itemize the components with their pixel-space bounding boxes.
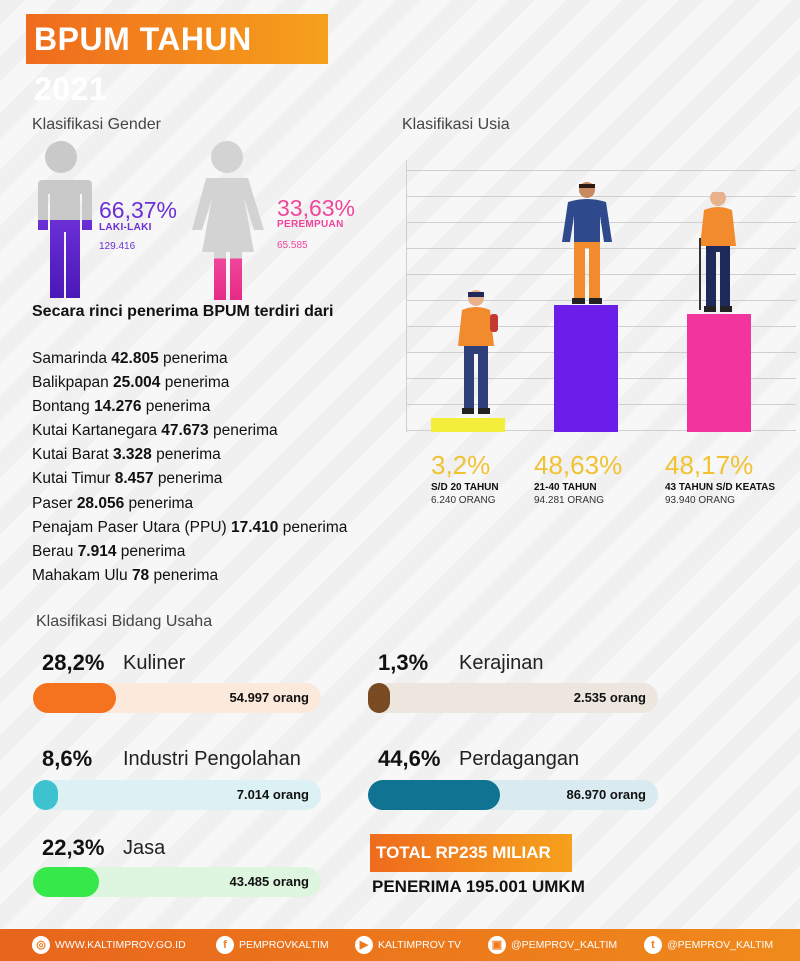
- business-name-4: Jasa: [123, 837, 166, 859]
- business-pct-3: 44,6%: [378, 746, 441, 771]
- business-bar-fill: [33, 867, 99, 897]
- footer-twitter-link[interactable]: t @PEMPROV_KALTIM: [644, 936, 773, 954]
- business-count-1: 2.535 orang: [573, 690, 646, 705]
- age-count-0: 6.240 ORANG: [431, 495, 496, 506]
- globe-icon: ◎: [32, 936, 50, 954]
- total-amount-banner: TOTAL RP235 MILIAR: [370, 834, 572, 872]
- gender-section-label: Klasifikasi Gender: [32, 116, 161, 133]
- male-count: 129.416: [99, 241, 136, 252]
- age-pct-0: 3,2%: [431, 450, 491, 480]
- list-item: Kutai Kartanegara 47.673 penerima: [32, 422, 278, 440]
- age-label-1: 21-40 TAHUN: [534, 482, 597, 493]
- young-person-icon: [452, 288, 500, 418]
- age-pct-2: 48,17%: [665, 450, 754, 480]
- footer-youtube-link[interactable]: ▶ KALTIMPROV TV: [355, 936, 461, 954]
- business-count-4: 43.485 orang: [229, 874, 309, 889]
- business-name-0: Kuliner: [123, 652, 186, 674]
- list-item: Penajam Paser Utara (PPU) 17.410 penerima: [32, 518, 348, 536]
- list-item: Kutai Timur 8.457 penerima: [32, 470, 223, 488]
- business-bar-2: [33, 780, 321, 810]
- business-bar-fill: [33, 780, 58, 810]
- female-percentage: 33,63%: [277, 195, 356, 221]
- male-figure-icon: [30, 140, 92, 300]
- business-bar-fill: [33, 683, 116, 713]
- age-count-1: 94.281 ORANG: [534, 495, 605, 506]
- footer-website-link[interactable]: ◎ WWW.KALTIMPROV.GO.ID: [32, 936, 186, 954]
- business-bar-fill: [368, 683, 390, 713]
- elderly-person-icon: [690, 188, 742, 314]
- age-bar-0: [431, 418, 505, 432]
- age-label-0: S/D 20 TAHUN: [431, 482, 499, 493]
- female-label: PEREMPUAN: [277, 219, 344, 230]
- business-name-3: Perdagangan: [459, 748, 580, 770]
- business-count-0: 54.997 orang: [229, 690, 309, 705]
- age-count-2: 93.940 ORANG: [665, 495, 736, 506]
- youtube-icon: ▶: [355, 936, 373, 954]
- adult-person-icon: [560, 180, 614, 306]
- instagram-icon: ▣: [488, 936, 506, 954]
- business-count-2: 7.014 orang: [236, 787, 309, 802]
- list-item: Mahakam Ulu 78 penerima: [32, 566, 219, 584]
- list-item: Kutai Barat 3.328 penerima: [32, 446, 221, 464]
- list-item: Bontang 14.276 penerima: [32, 398, 211, 416]
- business-pct-1: 1,3%: [378, 650, 429, 675]
- business-pct-4: 22,3%: [42, 835, 105, 860]
- facebook-icon: f: [216, 936, 234, 954]
- female-count: 65.585: [277, 240, 308, 251]
- business-section-label: Klasifikasi Bidang Usaha: [36, 613, 213, 630]
- business-count-3: 86.970 orang: [566, 787, 646, 802]
- footer-instagram-link[interactable]: ▣ @PEMPROV_KALTIM: [488, 936, 617, 954]
- male-label: LAKI-LAKI: [99, 222, 152, 233]
- list-item: Balikpapan 25.004 penerima: [32, 374, 230, 392]
- city-list: [32, 347, 347, 588]
- business-name-1: Kerajinan: [459, 652, 544, 674]
- age-chart-axis: [406, 160, 407, 432]
- twitter-icon: t: [644, 936, 662, 954]
- business-pct-0: 28,2%: [42, 650, 105, 675]
- male-percentage: 66,37%: [99, 197, 178, 223]
- cities-heading: Secara rinci penerima BPUM terdiri dari: [32, 303, 334, 320]
- list-item: Berau 7.914 penerima: [32, 542, 186, 560]
- business-bar-3: [368, 780, 658, 810]
- business-name-2: Industri Pengolahan: [123, 748, 301, 770]
- female-figure-icon: [190, 140, 264, 300]
- business-bar-4: [33, 867, 321, 897]
- footer-facebook-link[interactable]: f PEMPROVKALTIM: [216, 936, 329, 954]
- business-pct-2: 8,6%: [42, 746, 93, 771]
- grid-line: [406, 170, 796, 171]
- business-bar-fill: [368, 780, 500, 810]
- list-item: Paser 28.056 penerima: [32, 494, 194, 512]
- age-label-2: 43 TAHUN S/D KEATAS: [665, 482, 776, 493]
- business-bar-1: [368, 683, 658, 713]
- age-pct-1: 48,63%: [534, 450, 623, 480]
- page-title: BPUM TAHUN 2021: [26, 14, 328, 64]
- list-item: Samarinda 42.805 penerima: [32, 350, 228, 367]
- age-bar-1: [554, 305, 618, 432]
- age-section-label: Klasifikasi Usia: [402, 116, 510, 133]
- footer: [0, 929, 800, 961]
- total-recipients: PENERIMA 195.001 UMKM: [372, 877, 585, 896]
- age-bar-2: [687, 314, 751, 432]
- business-bar-0: [33, 683, 321, 713]
